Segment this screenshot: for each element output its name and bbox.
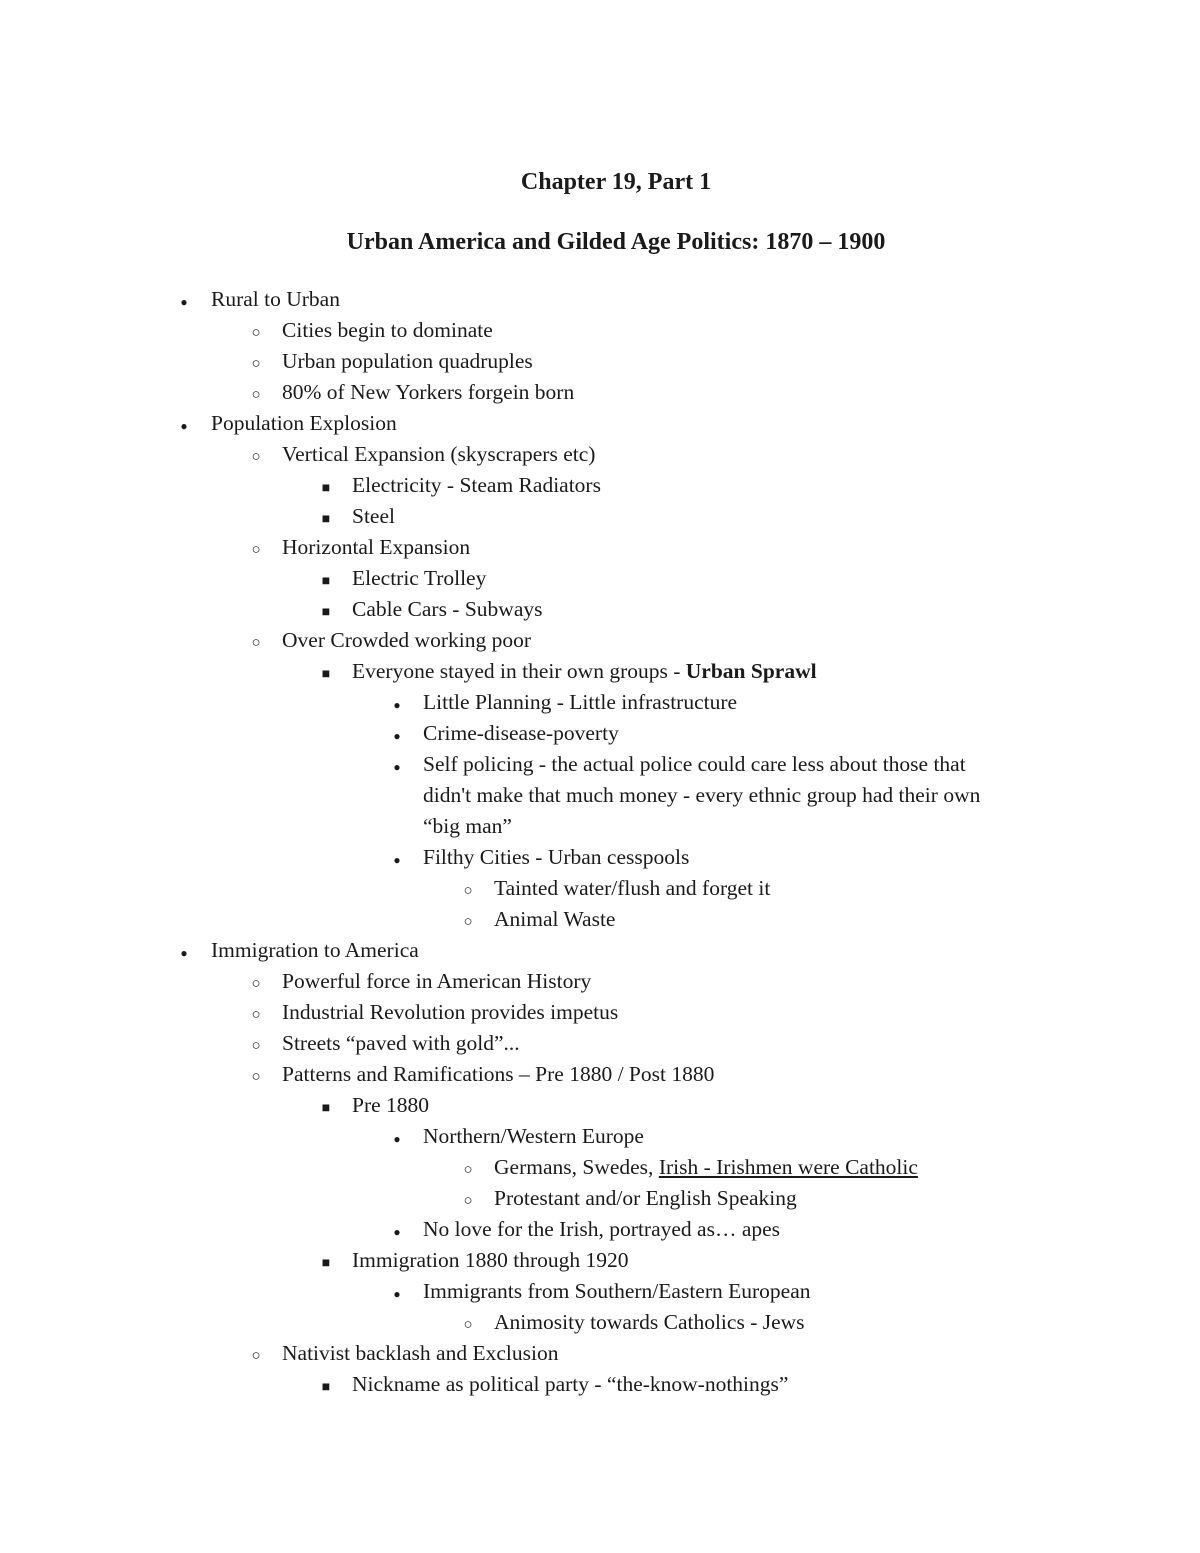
outline-item-level-4 bbox=[423, 749, 966, 780]
outline-item-text: Population Explosion bbox=[211, 411, 397, 435]
circle-bullet-icon bbox=[246, 1059, 266, 1093]
outline-item-level-3 bbox=[352, 656, 817, 687]
outline-item-text: No love for the Irish, portrayed as… apes bbox=[423, 1217, 781, 1241]
square-bullet-icon bbox=[316, 563, 336, 597]
outline-item-text: Cable Cars - Subways bbox=[352, 597, 543, 621]
outline-item-text: Horizontal Expansion bbox=[282, 535, 471, 559]
outline-item-text: Everyone stayed in their own groups - bbox=[352, 659, 686, 683]
outline-item-text: Electric Trolley bbox=[352, 566, 487, 590]
square-bullet-icon bbox=[316, 1090, 336, 1124]
circle-bullet-icon bbox=[458, 1307, 478, 1341]
outline-item-continuation bbox=[423, 780, 980, 811]
outline-item-level-2 bbox=[282, 315, 493, 346]
outline-item-text: Immigration to America bbox=[211, 938, 419, 962]
outline-item-level-4 bbox=[423, 687, 737, 718]
disc-bullet-icon bbox=[387, 842, 407, 876]
outline-item-level-1 bbox=[211, 408, 397, 439]
disc-bullet-icon bbox=[387, 1121, 407, 1155]
outline-item-level-2 bbox=[282, 625, 531, 656]
square-bullet-icon bbox=[316, 1369, 336, 1403]
outline-item-text: Little Planning - Little infrastructure bbox=[423, 690, 738, 714]
outline-item-text: Over Crowded working poor bbox=[282, 628, 531, 652]
outline-item-underlined-text: Irish - Irishmen were Catholic bbox=[658, 1155, 918, 1179]
outline-item-text: Streets “paved with gold”... bbox=[282, 1031, 520, 1055]
outline-item-text: Rural to Urban bbox=[211, 287, 340, 311]
circle-bullet-icon bbox=[246, 377, 266, 411]
circle-bullet-icon bbox=[246, 315, 266, 349]
outline-item-level-3 bbox=[352, 501, 395, 532]
outline-item-level-2 bbox=[282, 346, 533, 377]
outline-item-text: Protestant and/or English Speaking bbox=[494, 1186, 797, 1210]
square-bullet-icon bbox=[316, 594, 336, 628]
outline-item-text: 80% of New Yorkers forgein born bbox=[282, 380, 575, 404]
outline-item-text: Crime-disease-poverty bbox=[423, 721, 619, 745]
outline-item-level-4 bbox=[423, 1214, 780, 1245]
circle-bullet-icon bbox=[246, 1028, 266, 1062]
outline-item-level-3 bbox=[352, 1245, 629, 1276]
disc-bullet-icon bbox=[387, 749, 407, 783]
outline-item-level-3 bbox=[352, 563, 486, 594]
outline-item-text: didn't make that much money - every ethnic group had their own bbox=[423, 783, 981, 807]
outline-item-level-5 bbox=[494, 904, 615, 935]
outline-item-bold-text: Urban Sprawl bbox=[685, 659, 817, 683]
circle-bullet-icon bbox=[246, 997, 266, 1031]
outline-item-level-5 bbox=[494, 1183, 797, 1214]
outline-item-level-2 bbox=[282, 1028, 520, 1059]
circle-bullet-icon bbox=[246, 346, 266, 380]
disc-bullet-icon bbox=[387, 1214, 407, 1248]
outline-item-level-3 bbox=[352, 1090, 429, 1121]
outline-item-text: Self policing - the actual police could care less about those that bbox=[423, 752, 966, 776]
disc-bullet-icon bbox=[387, 1276, 407, 1310]
outline-item-text: “big man” bbox=[423, 814, 512, 838]
outline-item-level-2 bbox=[282, 997, 618, 1028]
outline-item-level-4 bbox=[423, 1276, 811, 1307]
outline-item-level-1 bbox=[211, 935, 419, 966]
outline-item-level-3 bbox=[352, 470, 601, 501]
circle-bullet-icon bbox=[458, 904, 478, 938]
outline-item-level-5 bbox=[494, 873, 770, 904]
square-bullet-icon bbox=[316, 656, 336, 690]
page-title: Chapter 19, Part 1 bbox=[520, 169, 712, 195]
outline-item-text: Immigrants from Southern/Eastern European bbox=[423, 1279, 811, 1303]
outline-item-level-3 bbox=[352, 1369, 788, 1400]
outline-item-text: Nickname as political party - “the-know-nothings” bbox=[352, 1372, 789, 1396]
outline-item-text: Northern/Western Europe bbox=[423, 1124, 644, 1148]
square-bullet-icon bbox=[316, 1245, 336, 1279]
circle-bullet-icon bbox=[458, 873, 478, 907]
outline-item-text: Tainted water/flush and forget it bbox=[494, 876, 771, 900]
outline-item-text: Powerful force in American History bbox=[282, 969, 592, 993]
outline-item-level-5 bbox=[494, 1152, 918, 1183]
page-subtitle: Urban America and Gilded Age Politics: 1870 – 1900 bbox=[346, 229, 886, 255]
circle-bullet-icon bbox=[458, 1152, 478, 1186]
circle-bullet-icon bbox=[246, 625, 266, 659]
outline-item-text: Filthy Cities - Urban cesspools bbox=[423, 845, 690, 869]
outline-item-text: Germans, Swedes, bbox=[494, 1155, 659, 1179]
circle-bullet-icon bbox=[246, 966, 266, 1000]
outline-item-text: Steel bbox=[352, 504, 395, 528]
outline-item-level-4 bbox=[423, 842, 689, 873]
outline-item-level-2 bbox=[282, 966, 591, 997]
outline-item-text: Cities begin to dominate bbox=[282, 318, 493, 342]
disc-bullet-icon bbox=[174, 408, 194, 442]
square-bullet-icon bbox=[316, 470, 336, 504]
outline-item-level-2 bbox=[282, 1059, 714, 1090]
outline-item-text: Pre 1880 bbox=[352, 1093, 430, 1117]
outline-item-level-1 bbox=[211, 284, 340, 315]
circle-bullet-icon bbox=[458, 1183, 478, 1217]
outline-item-level-2 bbox=[282, 1338, 558, 1369]
outline-item-level-4 bbox=[423, 718, 619, 749]
disc-bullet-icon bbox=[174, 284, 194, 318]
outline-item-text: Urban population quadruples bbox=[282, 349, 533, 373]
disc-bullet-icon bbox=[387, 718, 407, 752]
outline-item-text: Immigration 1880 through 1920 bbox=[352, 1248, 629, 1272]
disc-bullet-icon bbox=[387, 687, 407, 721]
outline-item-level-2 bbox=[282, 377, 574, 408]
circle-bullet-icon bbox=[246, 439, 266, 473]
outline-item-level-2 bbox=[282, 532, 470, 563]
outline-item-text: Patterns and Ramifications – Pre 1880 / Post 1880 bbox=[282, 1062, 715, 1086]
outline-item-level-3 bbox=[352, 594, 543, 625]
outline-item-level-4 bbox=[423, 1121, 644, 1152]
square-bullet-icon bbox=[316, 501, 336, 535]
circle-bullet-icon bbox=[246, 1338, 266, 1372]
outline-item-text: Animosity towards Catholics - Jews bbox=[494, 1310, 805, 1334]
outline-item-text: Vertical Expansion (skyscrapers etc) bbox=[282, 442, 596, 466]
outline-item-continuation bbox=[423, 811, 512, 842]
outline-item-text: Electricity - Steam Radiators bbox=[352, 473, 601, 497]
disc-bullet-icon bbox=[174, 935, 194, 969]
circle-bullet-icon bbox=[246, 532, 266, 566]
outline-item-text: Industrial Revolution provides impetus bbox=[282, 1000, 619, 1024]
outline-item-text: Animal Waste bbox=[494, 907, 616, 931]
outline-item-level-5 bbox=[494, 1307, 805, 1338]
outline-item-level-2 bbox=[282, 439, 595, 470]
outline-item-text: Nativist backlash and Exclusion bbox=[282, 1341, 559, 1365]
